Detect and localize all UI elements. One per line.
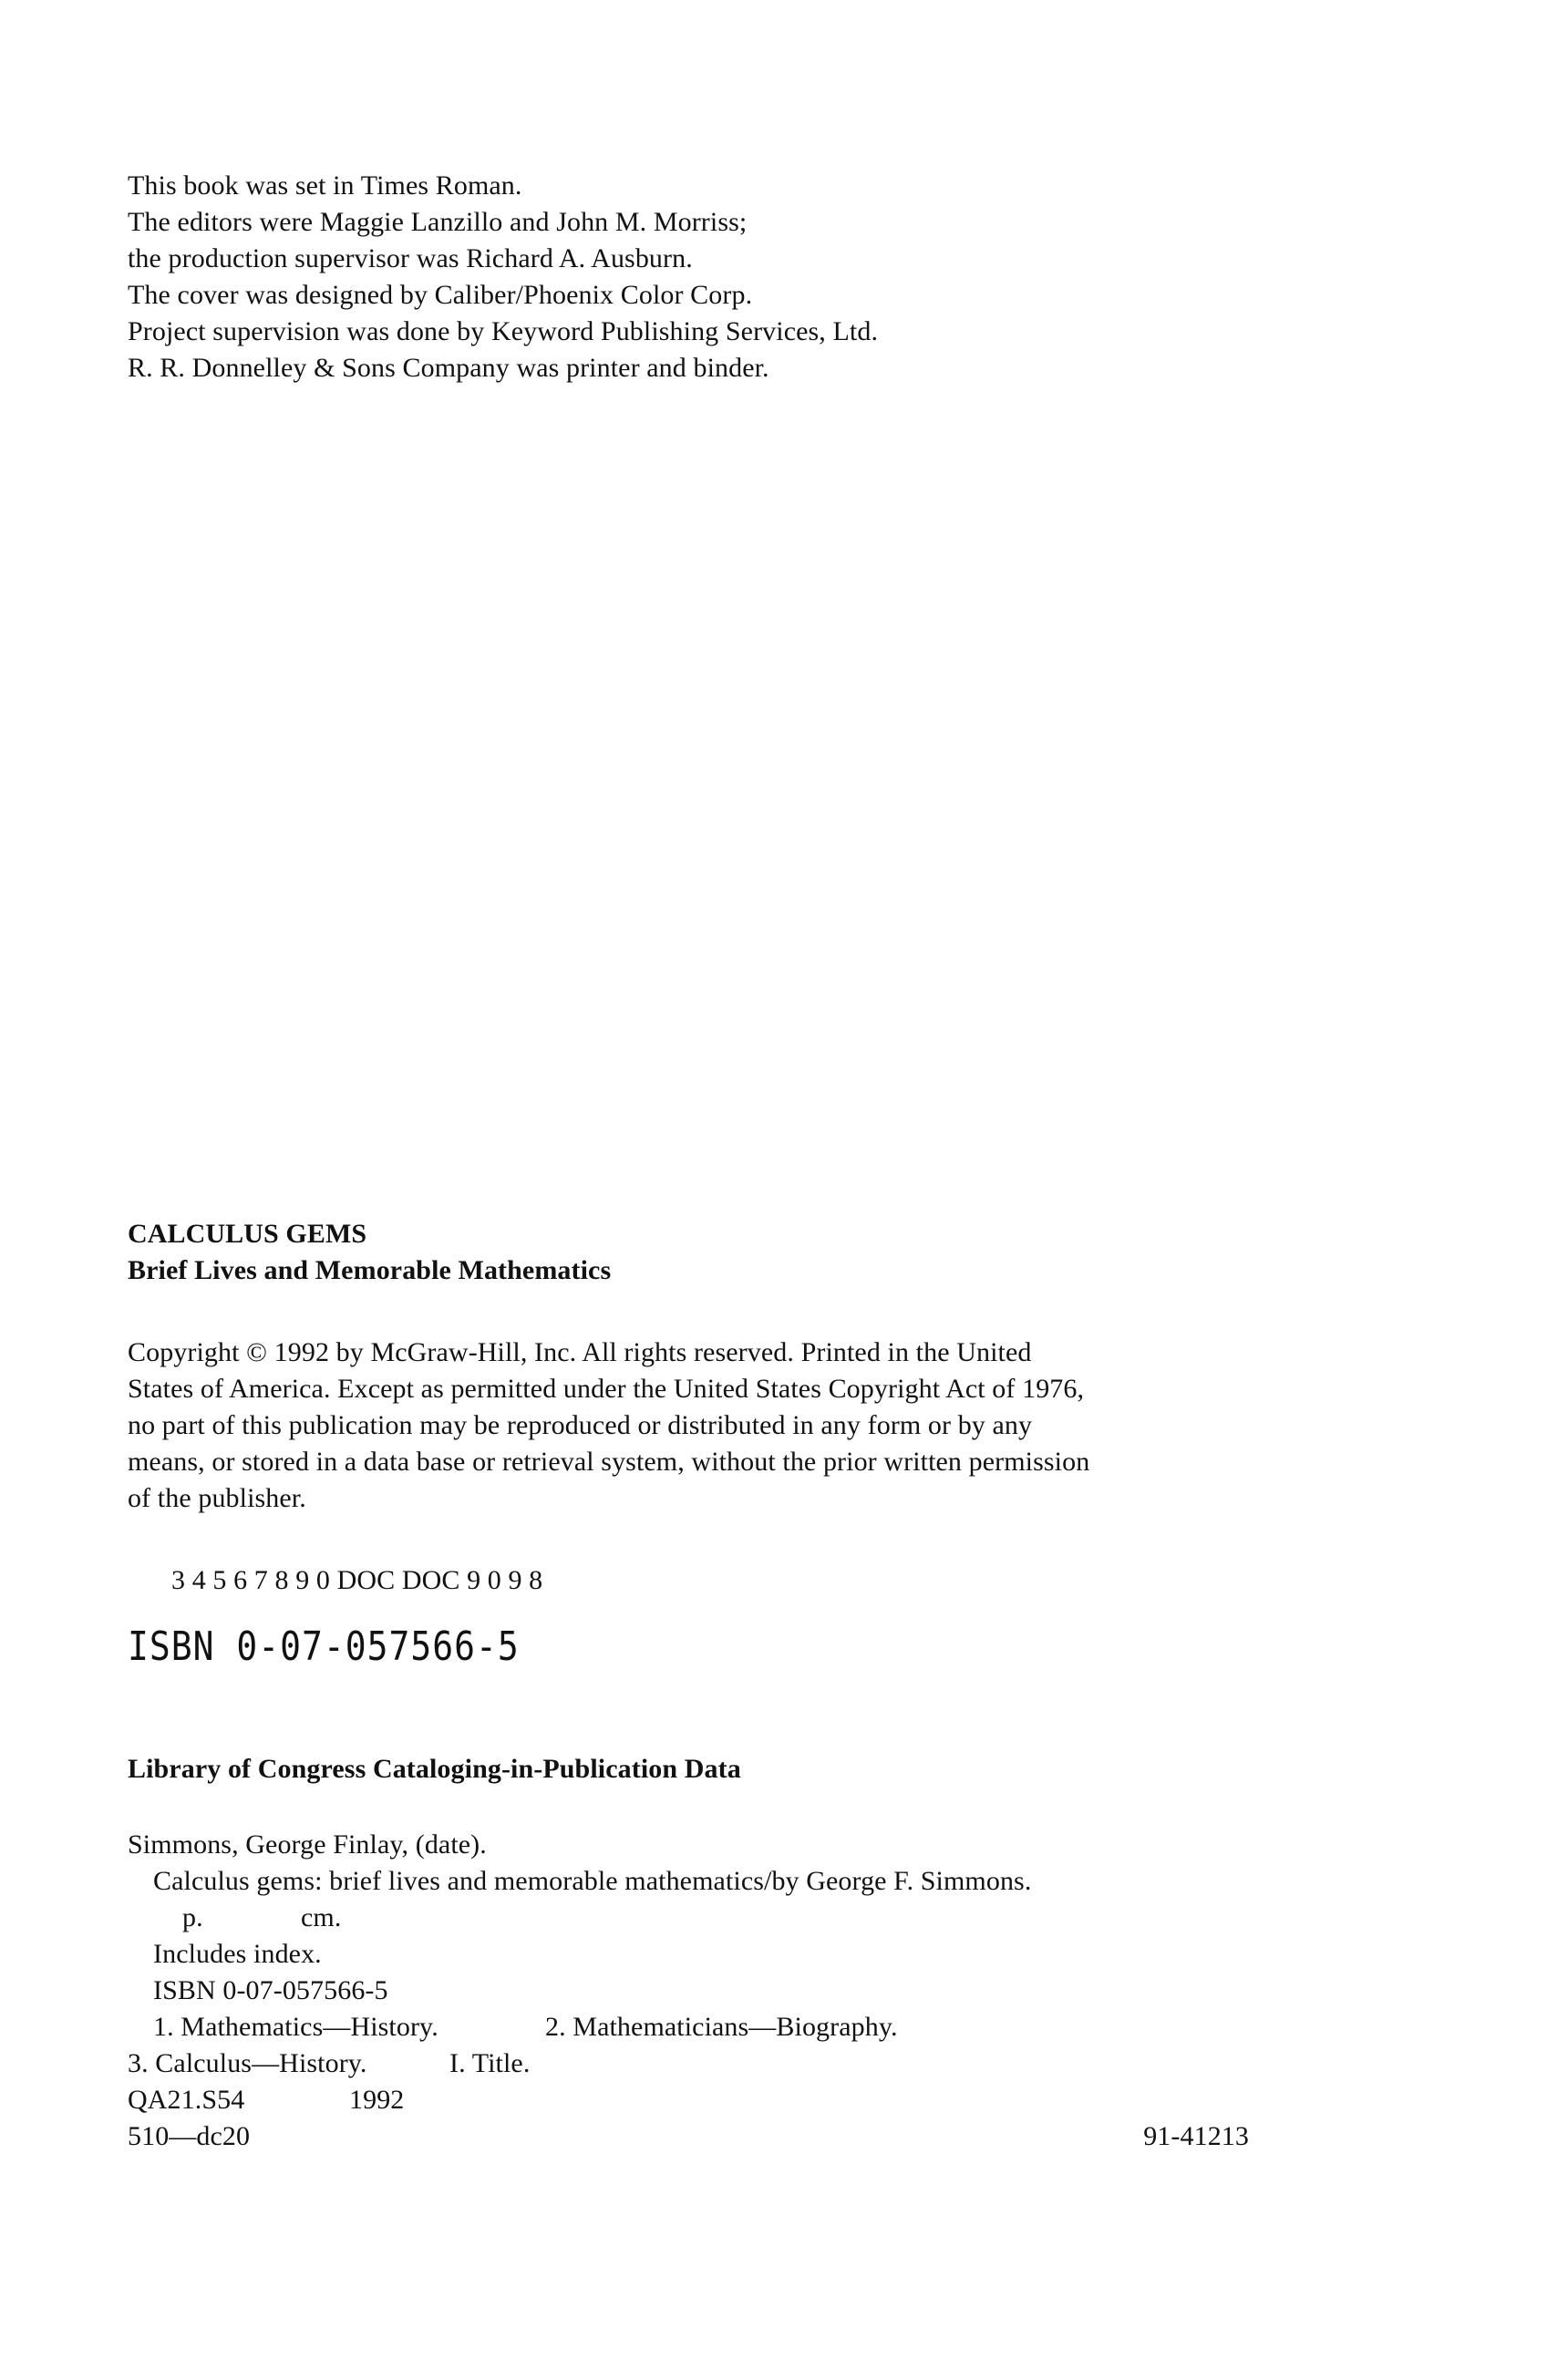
production-note-editors: The editors were Maggie Lanzillo and John M. Morriss; [128,207,748,237]
copyright-line: Copyright © 1992 by McGraw-Hill, Inc. All rights reserved. Printed in the United [128,1337,1032,1367]
cip-lccn: 91-41213 [1143,2121,1249,2151]
cip-physical-pages: p. [182,1902,203,1932]
cip-isbn: ISBN 0-07-057566-5 [153,1975,388,2005]
production-note-cover: The cover was designed by Caliber/Phoenix Color Corp. [128,280,753,310]
cip-physical-size: cm. [301,1902,342,1932]
production-note-supervisor: the production supervisor was Richard A. Ausburn. [128,243,693,273]
copyright-line: means, or stored in a data base or retrieval system, without the prior written permission [128,1447,1090,1477]
cip-dewey: 510—dc20 [128,2121,251,2151]
production-note-printer: R. R. Donnelley & Sons Company was printer and binder. [128,353,769,383]
production-note-project: Project supervision was done by Keyword Publishing Services, Ltd. [128,316,879,346]
book-title: CALCULUS GEMS [128,1219,367,1249]
production-note-typeface: This book was set in Times Roman. [128,170,522,201]
cip-title: Calculus gems: brief lives and memorable mathematics/by George F. Simmons. [153,1866,1032,1896]
copyright-line: no part of this publication may be reproduced or distributed in any form or by any [128,1410,1033,1440]
cip-subject: 3. Calculus—History. [128,2048,367,2078]
cip-lc-class: QA21.S54 [128,2085,245,2115]
book-subtitle: Brief Lives and Memorable Mathematics [128,1255,612,1285]
cip-added-title: I. Title. [449,2048,531,2078]
printing-line: 3 4 5 6 7 8 9 0 DOC DOC 9 0 9 8 [171,1565,543,1595]
cip-lc-year: 1992 [349,2085,405,2115]
cip-subject: 2. Mathematicians—Biography. [545,2012,898,2042]
copyright-line: States of America. Except as permitted under the United States Copyright Act of 1976, [128,1374,1085,1404]
cip-heading: Library of Congress Cataloging-in-Publication Data [128,1754,741,1784]
cip-index-note: Includes index. [153,1939,322,1969]
copyright-line: of the publisher. [128,1483,306,1513]
cip-subject: 1. Mathematics—History. [153,2012,438,2042]
cip-author: Simmons, George Finlay, (date). [128,1829,487,1860]
isbn-barcode-text: ISBN 0-07-057566-5 [128,1623,520,1670]
